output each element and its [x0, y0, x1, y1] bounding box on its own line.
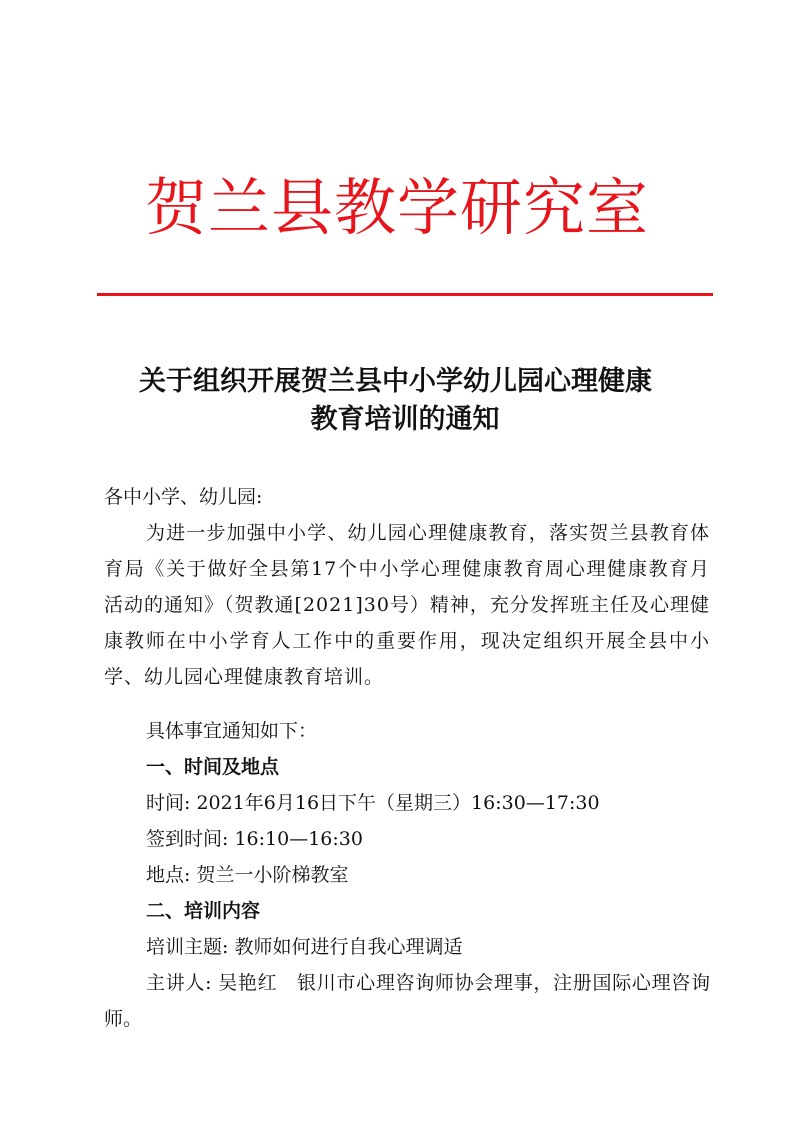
training-topic: 培训主题: 教师如何进行自我心理调适 [146, 936, 463, 958]
intro-paragraph: 为进一步加强中小学、幼儿园心理健康教育，落实贺兰县教育体育局《关于做好全县第17个中小学心理健康教育周心理健康教育月活动的通知》（贺教通[2021]30号）精神，充分发挥班主任及心理健康教师在中小学育人工作中的重要作用，现决定组织开展全县中小学、幼儿园心理健康教育培训。 [104, 522, 710, 688]
speaker-info: 主讲人: 吴艳红 银川市心理咨询师协会理事，注册国际心理咨询师。 [104, 972, 710, 1030]
section-heading-content: 二、培训内容 [146, 900, 261, 922]
details-intro: 具体事宜通知如下： [146, 720, 318, 742]
red-separator-line [97, 293, 713, 296]
issuing-organization-header: 贺兰县教学研究室 [144, 171, 649, 244]
training-location: 地点: 贺兰一小阶梯教室 [146, 864, 349, 886]
section-heading-time-location: 一、时间及地点 [146, 756, 280, 778]
notice-title-line-1: 关于组织开展贺兰县中小学幼儿园心理健康 [139, 366, 652, 397]
notice-title-line-2: 教育培训的通知 [310, 404, 500, 435]
signin-time: 签到时间: 16:10—16:30 [146, 828, 363, 850]
salutation: 各中小学、幼儿园: [104, 486, 263, 508]
training-time: 时间: 2021年6月16日下午（星期三）16:30—17:30 [146, 792, 600, 814]
